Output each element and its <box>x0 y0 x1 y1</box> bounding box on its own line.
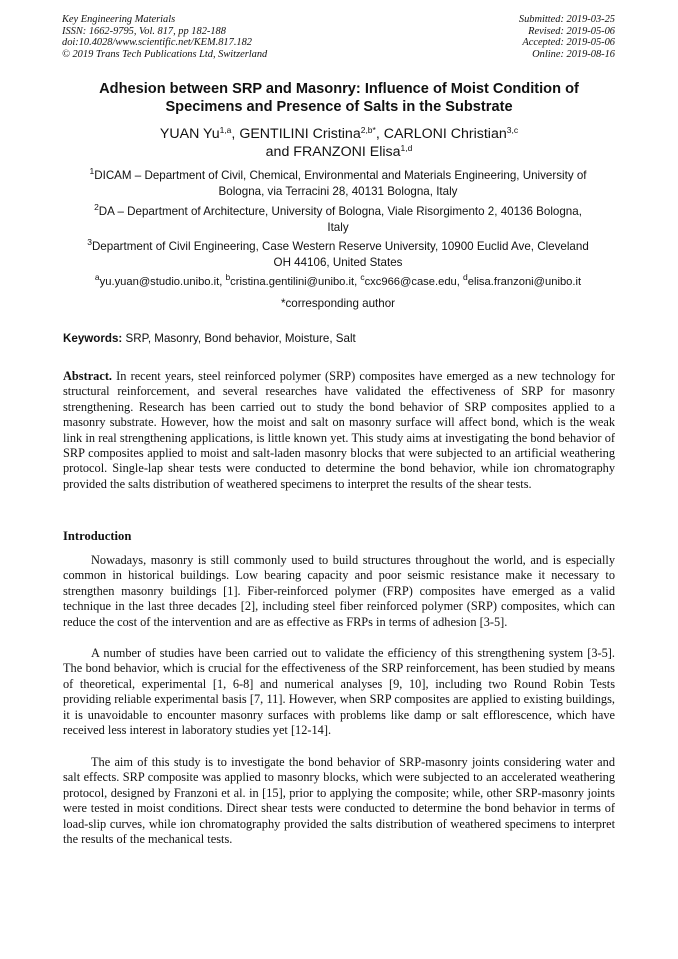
intro-paragraph-2: A number of studies have been carried out to validate the efficiency of this strengthening system [3-5]. The bond behavior, which is crucial for the effectiveness of the SRP reinforcement, has been studied by means of theoretical, experimental [1, 6-8] and numerical analyses [9, 10], including two Round Robin Tests providing reliable experimental basis [7, 11]. However, when SRP composites are applied to existing buildings, it is unavoidable to encounter masonry surfaces with problems like damp or salt efflorescence, which have received less interest in laboratory studies yet [12-14]. <box>63 646 615 738</box>
email-marker: c <box>360 272 365 282</box>
email-link: elisa.franzoni@unibo.it <box>467 276 582 288</box>
keywords-label: Keywords: <box>63 332 123 345</box>
email-marker: d <box>463 272 468 282</box>
author-marker: 1,d <box>400 143 413 153</box>
affiliation-text: DICAM – Department of Civil, Chemical, Environmental and Materials Engineering, University of <box>94 169 587 182</box>
journal-copyright: © 2019 Trans Tech Publications Ltd, Switzerland <box>62 48 268 60</box>
email-link: cristina.gentilini@unibo.it, <box>230 276 361 288</box>
keywords <box>63 332 356 345</box>
affiliation-text: OH 44106, United States <box>273 255 403 269</box>
intro-paragraph-3: The aim of this study is to investigate the bond behavior of SRP-masonry joints considering water and salt effects. SRP composite was applied to masonry blocks, which were subjected to an accelerated weathering protocol, designed by Franzoni et al. in [15], prior to applying the composite; while, other SRP-masonry joints were tested in moist conditions. Direct shear tests were conducted to determine the bond behavior in terms of load-slip curves, while ion chromatography provided the salts distribution of weathered specimens to interpret the results of the mechanical tests. <box>63 755 615 847</box>
affiliation-text: Department of Civil Engineering, Case Western Reserve University, 10900 Euclid Ave, Cleveland <box>91 240 589 253</box>
affiliation-marker: 1 <box>89 166 95 176</box>
email-marker: a <box>94 272 100 282</box>
section-heading-introduction: Introduction <box>63 529 132 543</box>
author-name: FRANZONI Elisa <box>293 144 401 160</box>
author-line-1: YUAN Yu$^{1,a}$, GENTILINI Cristina$^{2,b*}$, CARLONI Christian$^{3,c}$ <box>159 125 519 142</box>
author-list <box>60 125 618 161</box>
abstract-label: Abstract. <box>63 369 113 383</box>
author-marker: 2,b* <box>360 125 376 135</box>
affiliation-2 <box>60 204 616 235</box>
author-name: CARLONI Christian <box>383 126 507 142</box>
affiliation-text: DA – Department of Architecture, University of Bologna, Viale Risorgimento 2, 40136 Bologna, <box>98 205 582 218</box>
paper-title <box>50 80 628 116</box>
keywords-text: SRP, Masonry, Bond behavior, Moisture, Salt <box>122 332 356 345</box>
date-revised: Revised: 2019-05-06 <box>528 25 615 37</box>
affiliation-1 <box>60 168 616 199</box>
date-online: Online: 2019-08-16 <box>532 48 615 60</box>
email-marker: b <box>225 272 231 282</box>
affiliation-text: Bologna, via Terracini 28, 40131 Bologna, Italy <box>218 184 458 198</box>
author-marker: 3,c <box>506 125 519 135</box>
author-name: YUAN Yu <box>159 126 220 142</box>
journal-issn: ISSN: 1662-9795, Vol. 817, pp 182-188 <box>62 25 226 37</box>
affiliation-text: Italy <box>327 220 349 234</box>
affiliation-marker: 3 <box>87 237 92 247</box>
author-name: GENTILINI Cristina <box>239 126 361 142</box>
title-line-2: Specimens and Presence of Salts in the Substrate <box>165 99 513 115</box>
intro-paragraph-1: Nowadays, masonry is still commonly used to build structures throughout the world, and is especially common in historical buildings. Low bearing capacity and poor seismic resistance make it necessary to strengthen masonry buildings [1]. Fiber-reinforced polymer (FRP) composites have emerged as a valid technique in the last three decades [2], including steel fiber reinforced polymer (SRP) composites, which can reduce the cost of the intervention and are as effective as FRPs in terms of adhesion [3-5]. <box>63 553 615 629</box>
author-marker: 1,a <box>219 125 232 135</box>
affiliation-marker: 2 <box>94 202 99 212</box>
affiliation-3 <box>60 239 616 270</box>
email-link: cxc966@case.edu, <box>364 276 463 288</box>
corresponding-author-note: *corresponding author <box>280 297 396 310</box>
journal-doi: doi:10.4028/www.scientific.net/KEM.817.182 <box>62 37 252 49</box>
author-and: and <box>265 144 290 160</box>
title-line-1: Adhesion between SRP and Masonry: Influence of Moist Condition of <box>99 81 579 97</box>
date-submitted: Submitted: 2019-03-25 <box>518 14 615 25</box>
dates-header <box>519 14 615 60</box>
abstract-text: In recent years, steel reinforced polymer (SRP) composites have emerged as a new technology for structural reinforcement, and several researches have validated the effectiveness of SRP for masonry strengthening. Research has been carried out to study the bond behavior of SRP composites applied to a masonry substrate. However, how the moist and salt on masonry surface will affect bond, which is the weak link in real strengthening applications, is little known yet. This study aims at investigating the bond behavior of SRP composites applied to moist and salt-laden masonry blocks that were subjected to an artificial weathering protocol. Single-lap shear tests were conducted to determine the bond behavior, while ion chromatography provided the salts distribution of weathered specimens to interpret the results of the shear tests. <box>63 369 615 491</box>
date-accepted: Accepted: 2019-05-06 <box>522 37 615 49</box>
journal-name: Key Engineering Materials <box>62 14 176 25</box>
email-link: yu.yuan@studio.unibo.it, <box>99 276 226 288</box>
author-emails <box>60 272 616 291</box>
abstract <box>63 369 615 492</box>
journal-header <box>62 14 267 60</box>
author-line-2 <box>60 143 618 161</box>
